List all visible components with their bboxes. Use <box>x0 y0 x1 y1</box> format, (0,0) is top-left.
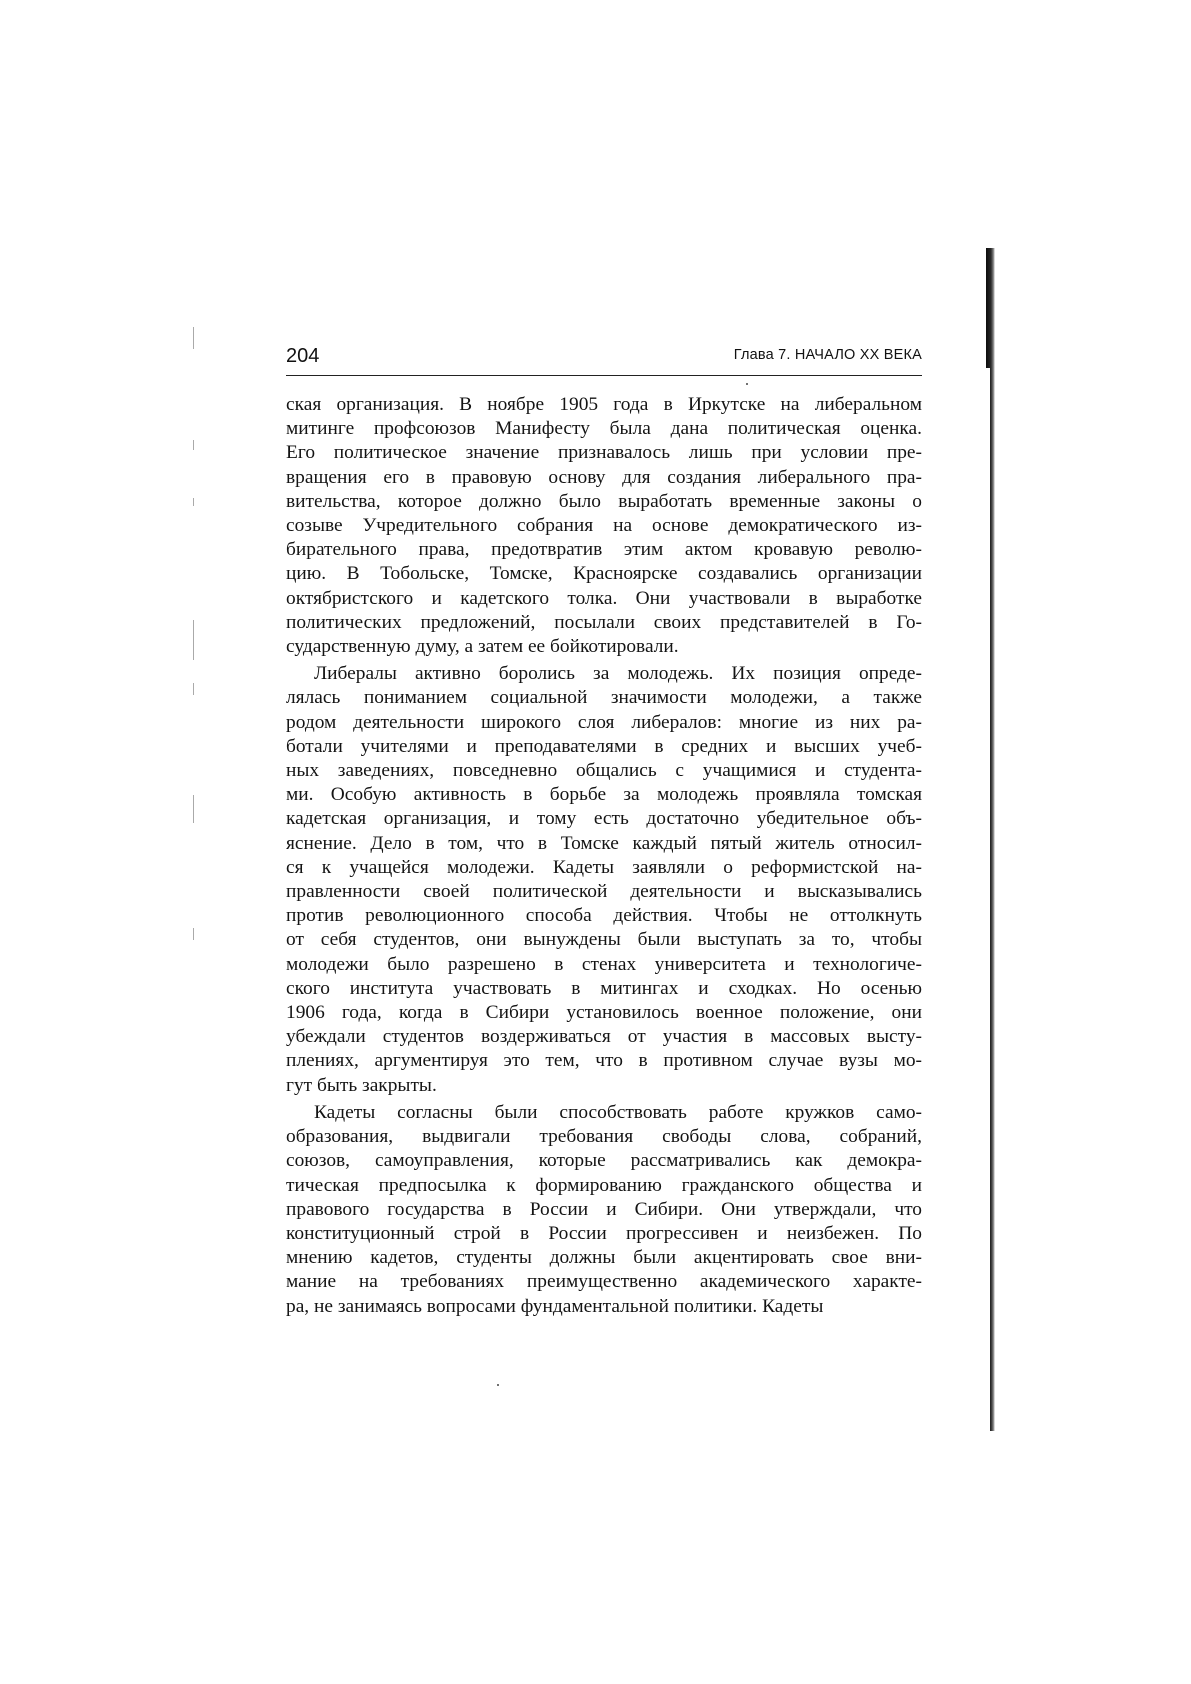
paragraph <box>286 1101 922 1319</box>
margin-mark <box>193 683 194 695</box>
margin-mark <box>193 440 194 450</box>
text-line: бирательного права, предотвратив этим актом кровавую револю- <box>286 539 922 561</box>
text-line: плениях, аргументируя это тем, что в противном случае вузы мо- <box>286 1050 922 1072</box>
paragraph <box>286 662 922 1098</box>
text-line: октябристского и кадетского толка. Они участвовали в выработке <box>286 587 922 609</box>
margin-mark <box>193 327 194 349</box>
text-line: союзов, самоуправления, которые рассматривались как демокра- <box>286 1150 922 1172</box>
running-header <box>286 345 922 376</box>
text-line: родом деятельности широкого слоя либералов: многие из них ра- <box>286 711 922 733</box>
text-line: ра, не занимаясь вопросами фундаментальной политики. Кадеты <box>286 1295 824 1317</box>
text-line: ского института участвовать в митингах и сходках. Но осенью <box>286 977 922 999</box>
text-line: правового государства в России и Сибири. Они утверждали, что <box>286 1198 922 1220</box>
binding-shadow <box>990 248 995 1431</box>
text-line: правленности своей политической деятельности и высказывались <box>286 881 922 903</box>
chapter-title: Глава 7. НАЧАЛО XX ВЕКА <box>733 347 922 363</box>
text-line: тическая предпосылка к формированию гражданского общества и <box>286 1174 922 1196</box>
text-line: убеждали студентов воздерживаться от участия в массовых высту- <box>286 1026 922 1048</box>
text-line: ных заведениях, повседневно общались с учащимися и студента- <box>286 760 922 782</box>
text-line: ская организация. В ноябре 1905 года в Иркутске на либеральном <box>286 394 922 415</box>
text-line: образования, выдвигали требования свободы слова, собраний, <box>286 1126 922 1148</box>
print-speck <box>497 1384 499 1386</box>
text-line: вращения его в правовую основу для создания либерального пра- <box>286 466 922 488</box>
text-line: Его политическое значение признавалось лишь при условии пре- <box>286 442 922 464</box>
paragraph <box>286 393 922 659</box>
margin-mark <box>193 620 194 660</box>
text-line: ми. Особую активность в борьбе за молодежь проявляла томская <box>286 784 922 806</box>
text-line: Либералы активно боролись за молодежь. Их позиция опреде- <box>314 663 922 685</box>
margin-mark <box>193 928 194 940</box>
text-line: Кадеты согласны были способствовать работе кружков само- <box>314 1101 922 1123</box>
text-line: ботали учителями и преподавателями в средних и высших учеб- <box>286 735 922 757</box>
text-line: созыве Учредительного собрания на основе демократического из- <box>286 515 922 537</box>
text-line: цию. В Тобольске, Томске, Красноярске создавались организации <box>286 563 922 585</box>
text-line: от себя студентов, они вынуждены были выступать за то, чтобы <box>286 929 922 951</box>
text-line: 1906 года, когда в Сибири установилось военное положение, они <box>286 1002 922 1024</box>
text-line: яснение. Дело в том, что в Томске каждый пятый житель относил- <box>286 832 922 854</box>
text-line: вительства, которое должно было выработать временные законы о <box>286 490 922 512</box>
body-text <box>286 393 922 1322</box>
text-line: мнению кадетов, студенты должны были акцентировать свое вни- <box>286 1247 922 1269</box>
text-line: молодежи было разрешено в стенах университета и технологиче- <box>286 953 922 975</box>
text-line: сударственную думу, а затем ее бойкотировали. <box>286 636 679 658</box>
text-line: конституционный строй в России прогрессивен и неизбежен. По <box>286 1222 922 1244</box>
text-line: ся к учащейся молодежи. Кадеты заявляли о реформистской на- <box>286 856 922 878</box>
margin-mark <box>193 795 194 823</box>
print-speck <box>746 383 748 385</box>
text-line: гут быть закрыты. <box>286 1074 437 1096</box>
text-line: митинге профсоюзов Манифесту была дана политическая оценка. <box>286 418 922 440</box>
page-number: 204 <box>286 345 320 367</box>
text-line: против революционного способа действия. Чтобы не оттолкнуть <box>286 905 922 927</box>
margin-mark <box>193 498 194 506</box>
text-line: лялась пониманием социальной значимости молодежи, а также <box>286 687 922 709</box>
text-line: мание на требованиях преимущественно академического характе- <box>286 1271 922 1293</box>
text-line: политических предложений, посылали своих представителей в Го- <box>286 611 922 633</box>
text-line: кадетская организация, и тому есть достаточно убедительное объ- <box>286 808 922 830</box>
